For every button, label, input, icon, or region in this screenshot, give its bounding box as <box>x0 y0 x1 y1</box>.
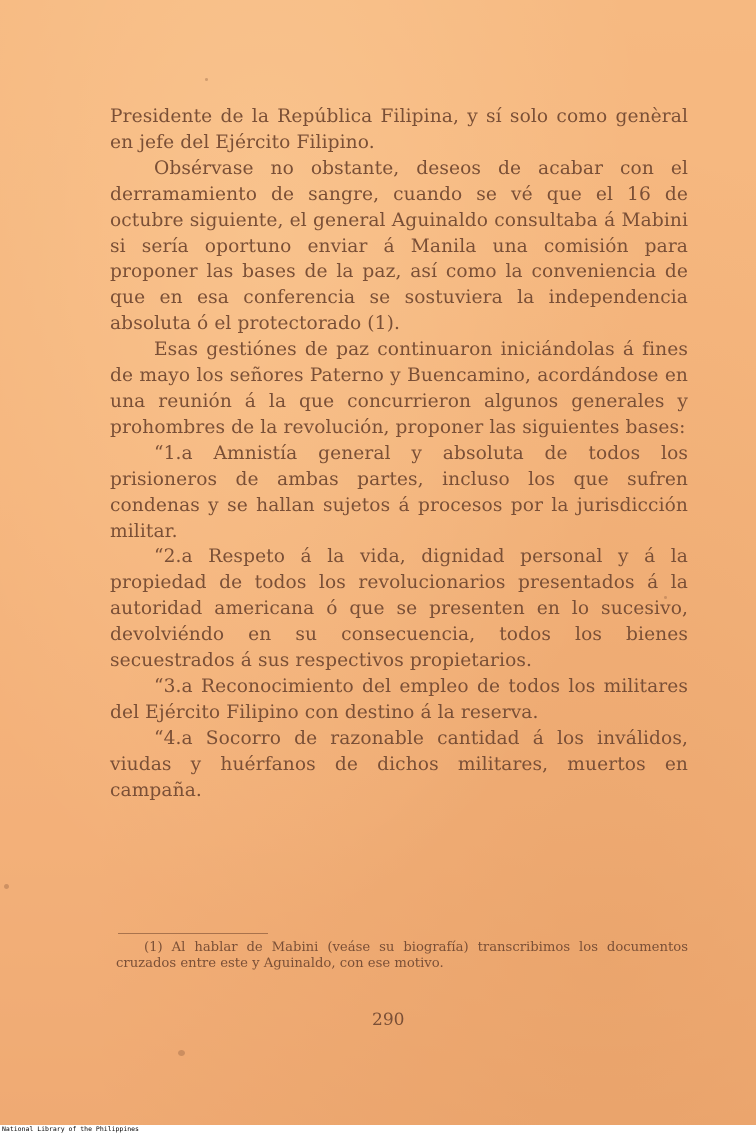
paragraph-3: Esas gestiónes de paz continuaron iniciándolas á fines de mayo los señores Paterno y Buencamino, acordándose en una reunión á la que concurrieron algunos generales y prohombres de la revolución, proponer las siguientes bases: <box>110 339 688 438</box>
footnote: (1) Al hablar de Mabini (veáse su biografía) transcribimos los documentos cruzados entre este y Aguinaldo, con ese motivo. <box>116 940 688 971</box>
library-credit: National Library of the Philippines <box>2 1125 139 1133</box>
paper-speck <box>4 884 9 889</box>
paragraph-6-base-3: “3.a Reconocimiento del empleo de todos los militares del Ejército Filipino con destino á la reserva. <box>110 675 688 723</box>
paragraph-1: Presidente de la República Filipina, y sí solo como genèral en jefe del Ejército Filipino. <box>110 106 688 153</box>
paragraph-2: Obsérvase no obstante, deseos de acabar con el derramamiento de sangre, cuando se vé que el 16 de octubre siguiente, el general Aguinaldo consultaba á Mabini si sería oportuno enviar á Manila una comisión para proponer las bases de la paz, así como la conveniencia de que en esa conferencia se sostuviera la independencia absoluta ó el protectorado (1). <box>110 157 688 335</box>
paper-speck <box>664 596 667 599</box>
paper-speck <box>178 1050 185 1056</box>
footnote-divider <box>118 933 268 934</box>
paragraph-5-base-2: “2.a Respeto á la vida, dignidad personal y á la propiedad de todos los revolucionarios presentados á la autoridad americana ó que se presenten en lo sucesivo, devolviéndo en su consecuencia, todos los bienes secuestrados á sus respectivos propietarios. <box>110 546 688 672</box>
paper-speck <box>205 78 208 81</box>
paragraph-4-base-1: “1.a Amnistía general y absoluta de todos los prisioneros de ambas partes, incluso los que sufren condenas y se hallan sujetos á procesos por la jurisdicción militar. <box>110 442 688 542</box>
paragraph-7-base-4: “4.a Socorro de razonable cantidad á los inválidos, viudas y huérfanos de dichos militares, muertos en campaña. <box>110 727 688 801</box>
body-text <box>110 104 688 803</box>
page-number: 290 <box>372 1010 405 1030</box>
